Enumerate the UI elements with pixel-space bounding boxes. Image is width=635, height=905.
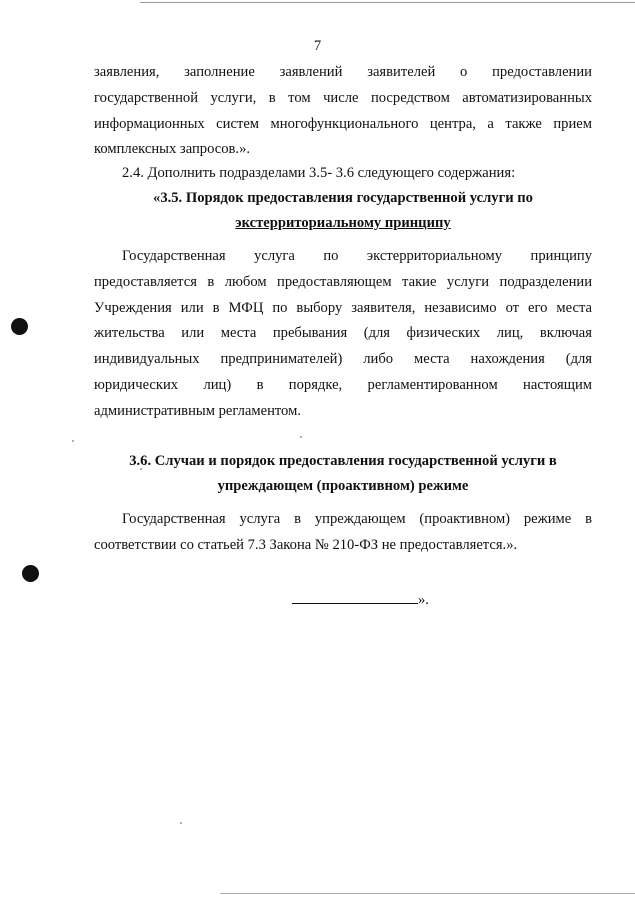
closing-quote: ». xyxy=(418,592,429,608)
amendment-paragraph: 2.4. Дополнить подразделами 3.5- 3.6 следующего содержания: xyxy=(122,165,516,181)
section-3-6-paragraph: Государственная услуга в упреждающем (проактивном) режиме в соответствии со статьей 7.3 Закона № 210-ФЗ не предоставляется.». xyxy=(94,511,592,553)
page-number: 7 xyxy=(313,38,322,54)
section-3-5-body xyxy=(94,244,592,425)
closing-mark xyxy=(292,589,429,611)
scan-speck xyxy=(180,822,182,824)
punch-hole-mark xyxy=(11,318,28,335)
scan-speck xyxy=(300,436,302,438)
scan-bottom-edge-line xyxy=(220,893,635,894)
punch-hole-mark xyxy=(22,565,39,582)
scan-speck xyxy=(72,440,74,442)
section-3-6-heading xyxy=(94,449,592,499)
blank-line xyxy=(292,589,418,604)
section-3-5-heading xyxy=(94,186,592,236)
continuation-paragraph: заявления, заполнение заявлений заявителей о предоставлении государственной услуги, в том числе посредством автоматизированных информационных систем многофункционального центра, а также прием комплексных запросов.». xyxy=(94,64,592,158)
section-3-5-paragraph: Государственная услуга по экстерриториальному принципу предоставляется в любом предоставляющем такие услуги подразделении Учреждения или в МФЦ по выбору заявителя, независимо от его места жительства или места пребывания (для физических лиц, включая индивидуальных предпринимателей) либо места нахождения (для юридических лиц) в порядке, регламентированном настоящим административным регламентом. xyxy=(94,248,592,419)
scan-top-edge-line xyxy=(140,2,635,3)
amendment-block xyxy=(94,161,592,187)
continuation-block xyxy=(94,60,592,163)
section-3-6-heading-line1: 3.6. Случаи и порядок предоставления государственной услуги в xyxy=(129,453,557,469)
section-3-5-heading-line1: «3.5. Порядок предоставления государственной услуги по xyxy=(153,190,533,206)
section-3-5-heading-line2: экстерриториальному принципу xyxy=(235,215,451,231)
section-3-6-heading-line2: упреждающем (проактивном) режиме xyxy=(217,478,469,494)
section-3-6-body xyxy=(94,507,592,559)
